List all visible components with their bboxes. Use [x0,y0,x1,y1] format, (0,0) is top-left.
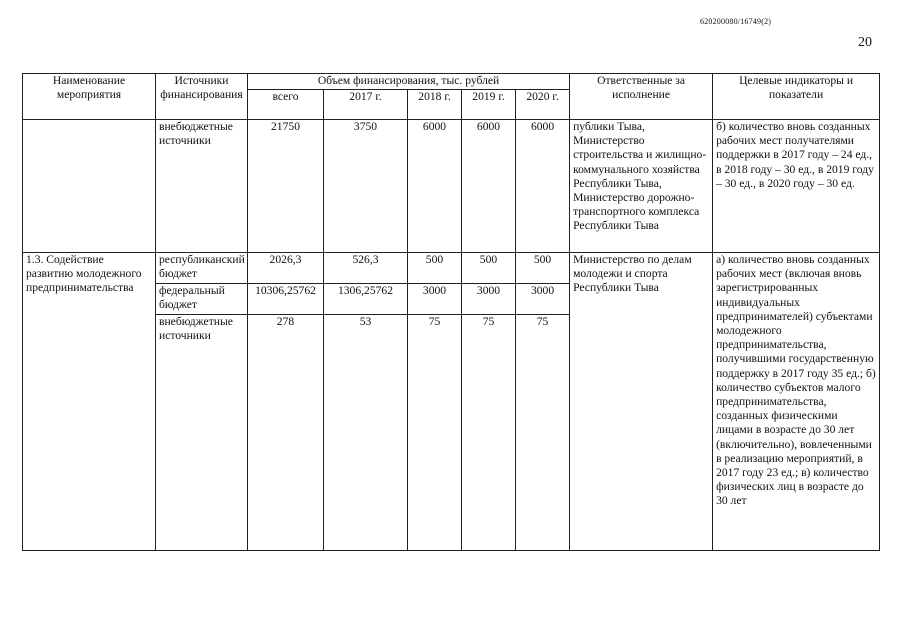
value-2020-cell: 3000 [516,284,570,315]
source-cell: внебюджетные источники [156,120,248,253]
value-2020-cell: 500 [516,253,570,284]
financing-table [22,73,880,551]
responsible-cell: Министерство по делам молодежи и спорта Республики Тыва [570,253,713,551]
total-cell: 10306,25762 [248,284,324,315]
value-2018-cell: 75 [408,315,462,551]
total-cell: 2026,3 [248,253,324,284]
responsible-cell: публики Тыва, Министерство строительства и жилищно-коммунального хозяйства Республики Тыва, Министерство дорожно-транспортного комплекса Республики Тыва [570,120,713,253]
value-2017-cell: 1306,25762 [324,284,408,315]
header-volume: Объем финансирования, тыс. рублей [248,74,570,90]
header-2017: 2017 г. [324,90,408,120]
header-indicators: Целевые индикаторы и показатели [713,74,880,120]
source-cell: федеральный бюджет [156,284,248,315]
header-2020: 2020 г. [516,90,570,120]
page-number: 20 [858,35,872,50]
table-row [23,120,880,253]
indicators-cell: б) количество вновь созданных рабочих мест получателями поддержки в 2017 году – 24 ед., в 2018 году – 30 ед., в 2019 году – 30 ед., в 2020 году – 30 ед. [713,120,880,253]
header-total: всего [248,90,324,120]
header-sources: Источники финансирования [156,74,248,120]
table-row [23,253,880,284]
indicators-cell: а) количество вновь созданных рабочих мест (включая вновь зарегистрированных индивидуальных предпринимателей) субъектами молодежного предпринимательства, получившими государственную поддержку в 2017 году 35 ед.; б) количество субъектов малого предпринимательства, созданных физическими лицами в возрасте до 30 лет (включительно), вовлеченными в реализацию мероприятий, в 2017 году 23 ед.; в) количество физических лиц в возрасте до 30 лет [713,253,880,551]
total-cell: 278 [248,315,324,551]
value-2017-cell: 3750 [324,120,408,253]
header-2019: 2019 г. [462,90,516,120]
header-2018: 2018 г. [408,90,462,120]
value-2018-cell: 3000 [408,284,462,315]
header-responsible: Ответственные за исполнение [570,74,713,120]
name-cell [23,120,156,253]
header-name: Наименование мероприятия [23,74,156,120]
value-2019-cell: 75 [462,315,516,551]
document-code: 620200080/16749(2) [700,17,772,26]
value-2017-cell: 53 [324,315,408,551]
source-cell: внебюджетные источники [156,315,248,551]
value-2020-cell: 75 [516,315,570,551]
value-2019-cell: 3000 [462,284,516,315]
value-2018-cell: 500 [408,253,462,284]
value-2019-cell: 6000 [462,120,516,253]
value-2018-cell: 6000 [408,120,462,253]
total-cell: 21750 [248,120,324,253]
source-cell: республиканский бюджет [156,253,248,284]
value-2017-cell: 526,3 [324,253,408,284]
item-name-cell: 1.3. Содействие развитию молодежного предпринимательства [23,253,156,551]
value-2020-cell: 6000 [516,120,570,253]
value-2019-cell: 500 [462,253,516,284]
